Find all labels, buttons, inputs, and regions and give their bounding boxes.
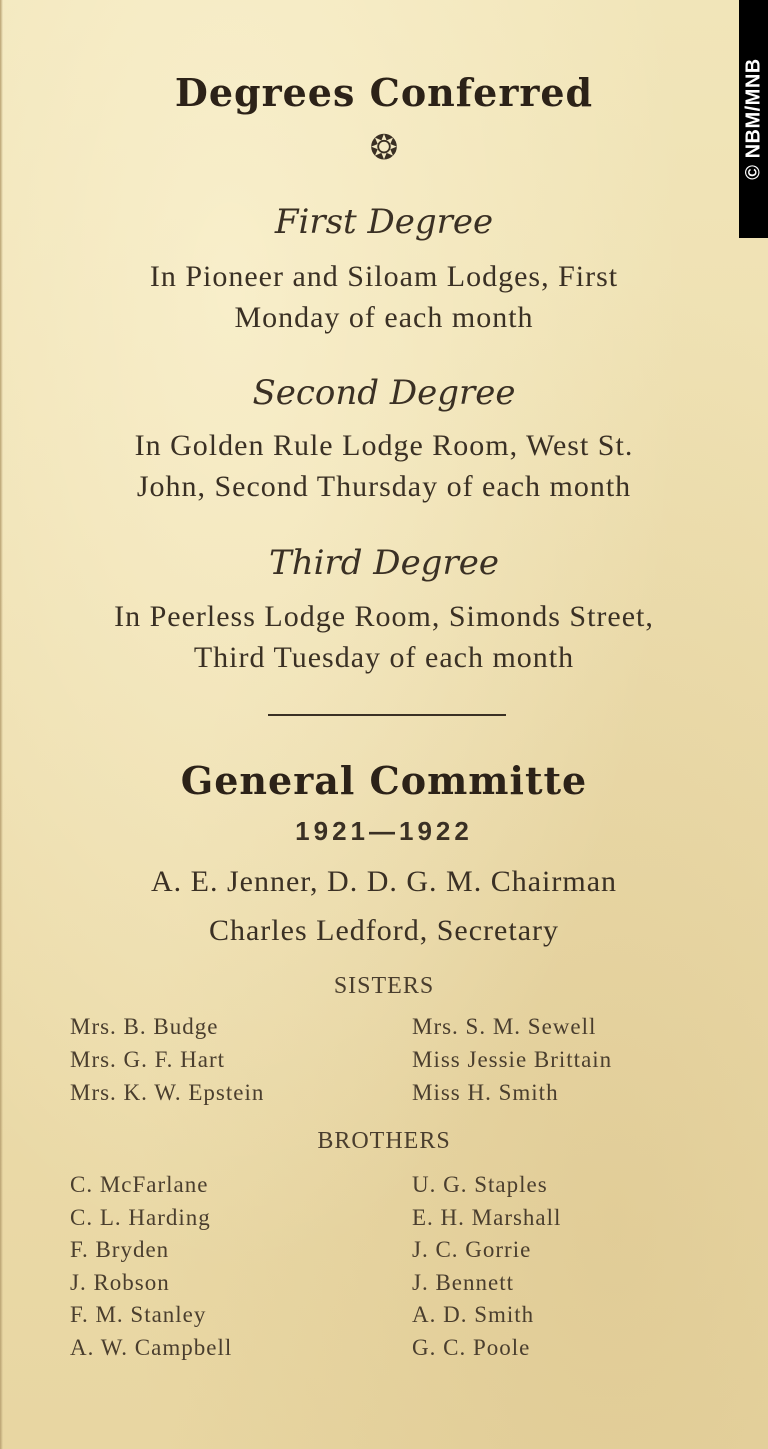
sister-name: Mrs. K. W. Epstein (70, 1080, 265, 1105)
sister-name: Mrs. S. M. Sewell (412, 1014, 597, 1039)
sister-name: Miss Jessie Brittain (412, 1047, 613, 1072)
sister-name: Mrs. B. Budge (70, 1014, 219, 1039)
brother-name: J. C. Gorrie (412, 1237, 532, 1262)
brothers-heading: BROTHERS (317, 1128, 451, 1154)
brother-name: A. D. Smith (412, 1302, 535, 1327)
brother-name: J. Robson (70, 1270, 170, 1295)
ornament-icon: ❂ (369, 130, 399, 167)
watermark-text: © NBM/MNB (742, 58, 764, 180)
first-degree-title: First Degree (274, 202, 494, 242)
brother-name: U. G. Staples (412, 1172, 548, 1197)
brother-name: G. C. Poole (412, 1335, 531, 1360)
committee-secretary: Charles Ledford, Secretary (208, 914, 560, 947)
brother-name: F. M. Stanley (70, 1302, 207, 1327)
sister-name: Miss H. Smith (412, 1080, 559, 1105)
second-degree-line-2: John, Second Thursday of each month (136, 470, 632, 503)
first-degree-line-1: In Pioneer and Siloam Lodges, First (149, 260, 619, 293)
brother-name: C. L. Harding (70, 1205, 211, 1230)
third-degree-line-1: In Peerless Lodge Room, Simonds Street, (114, 600, 654, 633)
second-degree-line-1: In Golden Rule Lodge Room, West St. (134, 429, 634, 462)
brother-name: E. H. Marshall (412, 1205, 562, 1230)
brother-name: F. Bryden (70, 1237, 170, 1262)
second-degree-title: Second Degree (252, 373, 516, 413)
committee-chairman: A. E. Jenner, D. D. G. M. Chairman (150, 865, 618, 898)
sisters-heading: SISTERS (333, 973, 435, 999)
divider-rule (268, 714, 506, 716)
brother-name: A. W. Campbell (70, 1335, 233, 1360)
third-degree-line-2: Third Tuesday of each month (193, 641, 575, 674)
committee-years: 1921—1922 (295, 816, 473, 846)
first-degree-line-2: Monday of each month (234, 301, 534, 334)
brother-name: C. McFarlane (70, 1172, 209, 1197)
third-degree-title: Third Degree (269, 543, 499, 583)
committee-title: General Committe (180, 758, 588, 803)
brother-name: J. Bennett (412, 1270, 514, 1295)
degrees-title: Degrees Conferred (174, 70, 594, 115)
sister-name: Mrs. G. F. Hart (70, 1047, 225, 1072)
